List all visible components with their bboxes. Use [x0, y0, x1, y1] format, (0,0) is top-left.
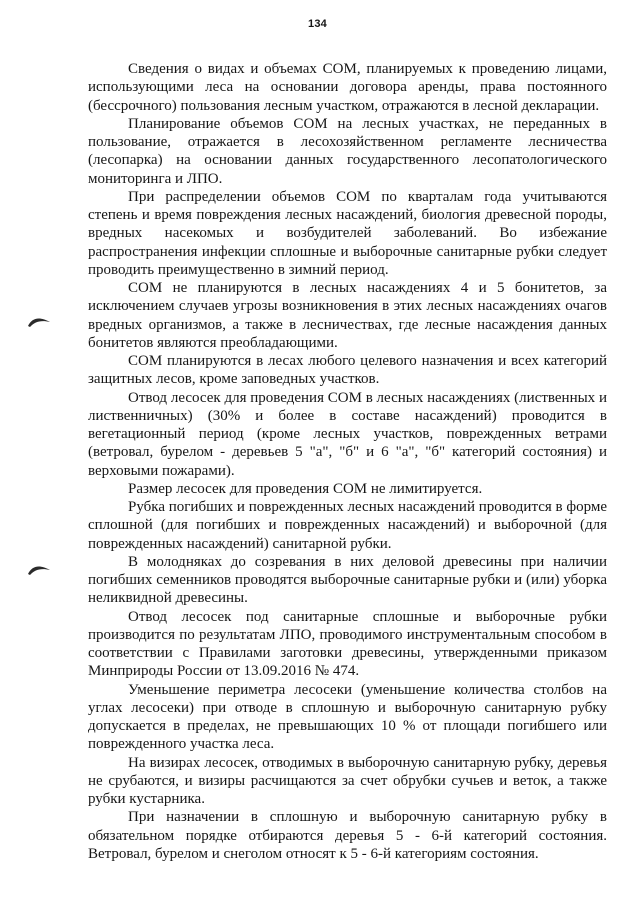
- paragraph-young-stands: В молодняках до созревания в них деловой древесины при наличии погибших семенников проводятся выборочные санитарные рубки и (или) уборка неликвидной древесины.: [88, 553, 607, 607]
- paragraph-allotment-period: Отвод лесосек для проведения СОМ в лесных насаждениях (лиственных и лиственничных) (30% и более в составе насаждений) проводится в вегетационный период (кроме лесных участков, поврежденных ветрами (ветровал, бурелом - деревьев 5 "а", "б" и 6 "а", "б" категорий состояния) и верховыми пожарами).: [88, 389, 607, 479]
- paragraph-felling-form: Рубка погибших и поврежденных лесных насаждений проводится в форме сплошной (для погибших и поврежденных насаждений) и выборочной (для поврежденных насаждений) санитарной рубки.: [88, 499, 607, 552]
- paragraph-lessee-declaration: Сведения о видах и объемах СОМ, планируемых к проведению лицами, использующими леса на основании договора аренды, права постоянного (бессрочного) пользования лесным участком, отражаются в лесной декларации.: [88, 61, 607, 114]
- paragraph-quarterly-distribution: При распределении объемов СОМ по кварталам года учитываются степень и время повреждения лесных насаждений, биология древесной породы, вредных насекомых и возбудителей заболеваний. Во избежание распространения инфекции сплошные и выборочные санитарные рубки следует проводить преимущественно в зимний период.: [88, 188, 607, 278]
- paragraph-bonitet-exclusion: СОМ не планируются в лесных насаждениях 4 и 5 бонитетов, за исключением случаев угрозы возникновения в этих лесных насаждениях очагов вредных организмов, а также в лесничествах, где лесные насаждения данных бонитетов являются преобладающими.: [88, 280, 607, 351]
- paragraph-perimeter-reduction: Уменьшение периметра лесосеки (уменьшение количества столбов на углах лесосеки) при отводе в сплошную и выборочную санитарную рубку допускается в пределах, не превышающих 10 % от площади погибшего или поврежденного участка леса.: [88, 681, 607, 753]
- punch-hole-mark-lower: [27, 563, 51, 577]
- punch-hole-mark-upper: [27, 315, 51, 329]
- paragraph-planning-unleased: Планирование объемов СОМ на лесных участках, не переданных в пользование, отражается в лесохозяйственном регламенте лесничества (лесопарка) на основании данных государственного лесопатологического мониторинга и ЛПО.: [88, 115, 607, 187]
- text-body: [88, 60, 607, 863]
- paragraph-allotment-rules: Отвод лесосек под санитарные сплошные и выборочные рубки производится по результатам ЛПО, проводимого инструментальным способом в соответствии с Правилами заготовки древесины, утвержденными приказом Минприроды России от 13.09.2016 № 474.: [88, 608, 607, 680]
- paragraph-sighting-lines: На визирах лесосек, отводимых в выборочную санитарную рубку, деревья не срубаются, и визиры расчищаются за счет обрубки сучьев и веток, а также рубки кустарника.: [88, 754, 607, 807]
- paragraph-cutting-area-size: Размер лесосек для проведения СОМ не лимитируется.: [128, 480, 483, 497]
- paragraph-all-categories: СОМ планируются в лесах любого целевого назначения и всех категорий защитных лесов, кроме заповедных участков.: [88, 353, 607, 388]
- page-number: 134: [308, 18, 327, 30]
- paragraph-tree-selection: При назначении в сплошную и выборочную санитарную рубку в обязательном порядке отбираются деревья 5 - 6-й категорий состояния. Ветровал, бурелом и снеголом относят к 5 - 6-й категориям состояния.: [88, 809, 607, 862]
